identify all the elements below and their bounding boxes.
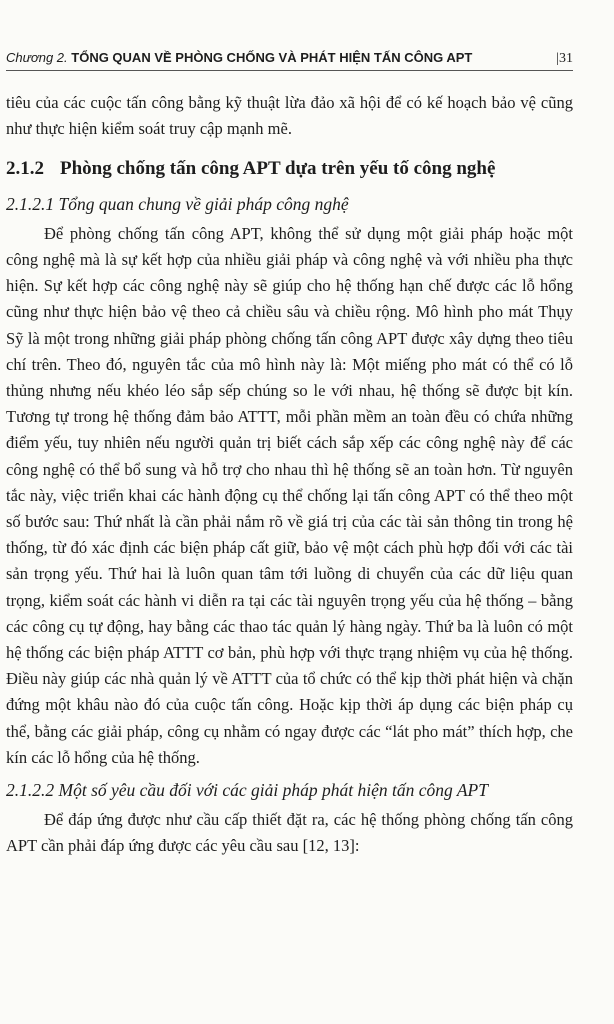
- intro-paragraph: tiêu của các cuộc tấn công bằng kỹ thuật lừa đảo xã hội để có kế hoạch bảo vệ cũng như thực hiện kiểm soát truy cập mạnh mẽ.: [6, 93, 573, 139]
- section-heading: [6, 156, 573, 182]
- subsection-heading-2: 2.1.2.2 Một số yêu cầu đối với các giải pháp phát hiện tấn công APT: [6, 780, 488, 801]
- running-header: [6, 50, 573, 71]
- header-left: [6, 50, 472, 65]
- section-number: 2.1.2: [6, 158, 44, 180]
- body-paragraph-1: Để phòng chống tấn công APT, không thể sử dụng một giải pháp hoặc một công nghệ mà là sự kết hợp của nhiều giải pháp và công nghệ và với nhiều pha thực hiện. Sự kết hợp các công nghệ này sẽ giúp cho hệ thống hạn chế được các lỗ hổng cũng như thực hiện bảo vệ theo cả chiều sâu và chiều rộng. Mô hình pho mát Thụy Sỹ là một trong những giải pháp phòng chống tấn công APT được xây dựng theo tiêu chí trên. Theo đó, nguyên tắc của mô hình này là: Một miếng pho mát có thể có lỗ thủng nhưng nếu khéo léo sắp sếp chúng so le với nhau, hệ thống sẽ được bịt kín. Tương tự trong hệ thống đảm bảo ATTT, mỗi phần mềm an toàn đều có chứa những điểm yếu, tuy nhiên nếu người quản trị biết cách sắp xếp các công nghệ này để các công nghệ có thể bổ sung và hỗ trợ cho nhau thì hệ thống sẽ an toàn hơn. Từ nguyên tắc này, việc triển khai các hành động cụ thể chống lại tấn công APT có thể theo một số bước sau: Thứ nhất là cần phải nắm rõ về giá trị của các tài sản thông tin trong hệ thống, từ đó xác định các biện pháp cất giữ, bảo vệ một cách phù hợp đối với các tài sản trọng yếu. Thứ hai là luôn quan tâm tới luồng di chuyển của các dữ liệu quan trọng, kiểm soát các hành vi diễn ra tại các tài nguyên trọng yếu của hệ thống – bằng các công cụ tự động, hay bằng các thao tác quản lý hàng ngày. Thứ ba là luôn có một hệ thống các biện pháp ATTT cơ bản, phù hợp với thực trạng nhiệm vụ của hệ thống. Điều này giúp các nhà quản lý về ATTT của tổ chức có thể kịp thời phát hiện và chặn đứng một khâu nào đó của cuộc tấn công. Hoặc kịp thời áp dụng các biện pháp cụ thể, bằng các giải pháp, công cụ nhằm có ngay được các “lát pho mát” thích hợp, che kín các lỗ hổng của hệ thống.: [6, 223, 573, 767]
- header-chapter: Chương 2.: [6, 50, 68, 65]
- page-body: [6, 90, 573, 860]
- subsection-heading-1: 2.1.2.1 Tổng quan chung về giải pháp công nghệ: [6, 193, 349, 214]
- section-title: Phòng chống tấn công APT dựa trên yếu tố công nghệ: [60, 158, 496, 180]
- header-title: TỔNG QUAN VỀ PHÒNG CHỐNG VÀ PHÁT HIỆN TẤN CÔNG APT: [71, 50, 473, 65]
- body-paragraph-2: Để đáp ứng được như cầu cấp thiết đặt ra, các hệ thống phòng chống tấn công APT cần phải đáp ứng được các yêu cầu sau [12, 13]:: [6, 810, 573, 856]
- page-number: |31: [556, 51, 573, 66]
